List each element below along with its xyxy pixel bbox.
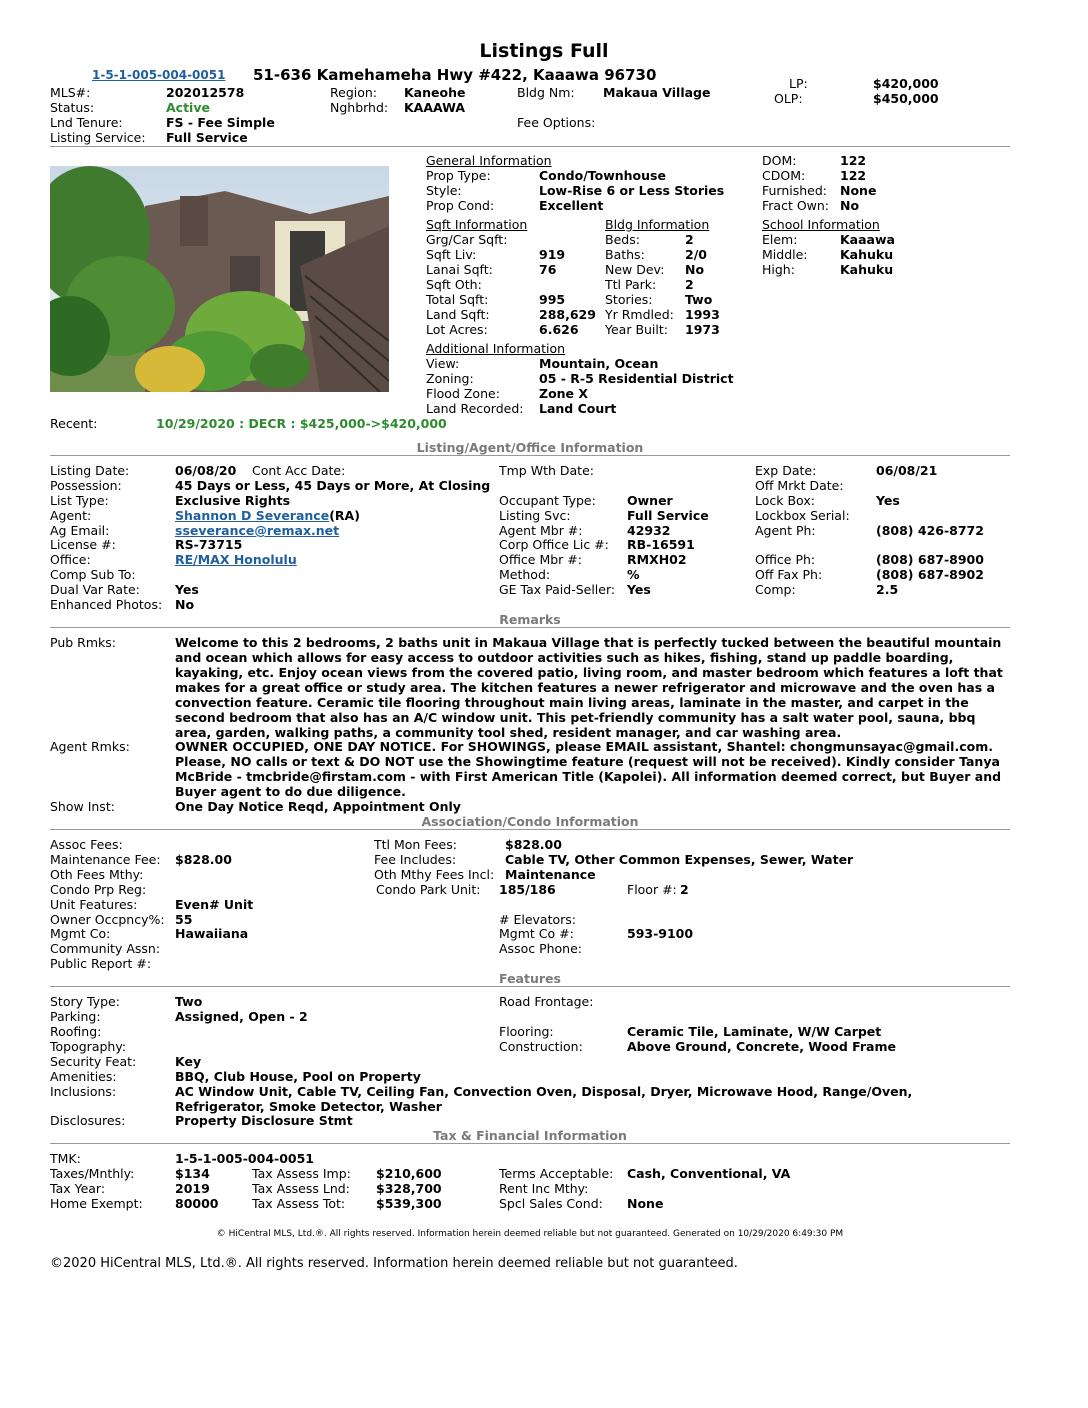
inclusions-label: Inclusions: [50,1084,117,1099]
view-value: Mountain, Ocean [539,356,659,371]
total-sqft-label: Total Sqft: [426,292,489,307]
owner-occ-value: 55 [175,912,193,927]
lockbox-label: Lock Box: [755,493,815,508]
enhanced-photos-label: Enhanced Photos: [50,597,163,612]
topography-label: Topography: [50,1039,127,1054]
tax-year-label: Tax Year: [50,1181,106,1196]
taxes-label: Taxes/Mnthly: [50,1166,135,1181]
new-dev-value: No [685,262,705,277]
exp-date-label: Exp Date: [755,463,817,478]
stories-value: Two [685,292,713,307]
flood-zone-label: Flood Zone: [426,386,500,401]
land-sqft-label: Land Sqft: [426,307,490,322]
agent-mbr-label: Agent Mbr #: [499,523,583,538]
agent-label: Agent: [50,508,92,523]
corp-lic-label: Corp Office Lic #: [499,537,609,552]
fax-value: (808) 687-8902 [876,567,984,582]
fract-value: No [840,198,860,213]
beds-value: 2 [685,232,694,247]
owner-occ-label: Owner Occpncy%: [50,912,165,927]
assess-tot-value: $539,300 [376,1196,442,1211]
agent-divider [50,455,1010,456]
nghbrhd-value: KAAAWA [404,100,466,115]
dom-value: 122 [840,153,867,168]
tmk-value: 1-5-1-005-004-0051 [175,1151,315,1166]
ttl-park-label: Ttl Park: [605,277,657,292]
additional-info-heading: Additional Information [426,341,566,356]
tmk-label: TMK: [50,1151,81,1166]
dual-rate-value: Yes [175,582,199,597]
prop-type-value: Condo/Townhouse [539,168,666,183]
pub-rmks-label: Pub Rmks: [50,635,116,650]
listing-svc-label: Listing Svc: [499,508,571,523]
flooring-label: Flooring: [499,1024,554,1039]
assoc-phone-label: Assoc Phone: [499,941,583,956]
lanai-value: 76 [539,262,557,277]
agent-value [175,508,360,523]
agent-name-link[interactable]: Shannon D Severance [175,508,330,523]
liv-value: 919 [539,247,566,262]
ttl-mon-value: $828.00 [505,837,562,852]
license-value: RS-73715 [175,537,243,552]
tenure-value: FS - Fee Simple [166,115,275,130]
style-label: Style: [426,183,462,198]
service-value: Full Service [166,130,248,145]
cdom-value: 122 [840,168,867,183]
general-info-heading: General Information [426,153,552,168]
office-mbr-value: RMXH02 [627,552,687,567]
parking-label: Parking: [50,1009,101,1024]
exp-date-value: 06/08/21 [876,463,938,478]
olp-label: OLP: [774,91,803,106]
dual-rate-label: Dual Var Rate: [50,582,140,597]
new-dev-label: New Dev: [605,262,665,277]
school-info-heading: School Information [762,217,880,232]
maint-fee-value: $828.00 [175,852,232,867]
road-frontage-label: Road Frontage: [499,994,594,1009]
fract-label: Fract Own: [762,198,830,213]
land-sqft-value: 288,629 [539,307,596,322]
listing-address: 51-636 Kamehameha Hwy #422, Kaaawa 96730 [253,66,657,84]
mgmt-co-value: Hawaiiana [175,926,249,941]
bldg-info-heading: Bldg Information [605,217,710,232]
construction-value: Above Ground, Concrete, Wood Frame [627,1039,896,1054]
yr-rmdled-value: 1993 [685,307,720,322]
tax-divider [50,1143,1010,1144]
beds-label: Beds: [605,232,640,247]
occupant-label: Occupant Type: [499,493,596,508]
occupant-value: Owner [627,493,673,508]
listing-date-label: Listing Date: [50,463,130,478]
fee-includes-value: Cable TV, Other Common Expenses, Sewer, Water [505,852,854,867]
taxes-value: $134 [175,1166,210,1181]
listing-svc-value: Full Service [627,508,709,523]
prop-type-label: Prop Type: [426,168,491,183]
lp-value: $420,000 [873,76,939,91]
list-type-value: Exclusive Rights [175,493,291,508]
header-divider [50,146,1010,147]
agent-ph-value: (808) 426-8772 [876,523,984,538]
recent-label: Recent: [50,416,98,431]
condo-prp-label: Condo Prp Reg: [50,882,147,897]
prop-cond-label: Prop Cond: [426,198,495,213]
furnished-value: None [840,183,877,198]
flooring-value: Ceramic Tile, Laminate, W/W Carpet [627,1024,882,1039]
status-badge: Active [166,100,210,115]
assess-tot-label: Tax Assess Tot: [252,1196,346,1211]
baths-value: 2/0 [685,247,707,262]
prop-cond-value: Excellent [539,198,604,213]
park-unit-label: Condo Park Unit: [376,882,481,897]
parking-value: Assigned, Open - 2 [175,1009,308,1024]
bldg-name-value: Makaua Village [603,85,711,100]
high-label: High: [762,262,795,277]
maint-fee-label: Maintenance Fee: [50,852,161,867]
office-link[interactable]: RE/MAX Honolulu [175,552,297,567]
amenities-label: Amenities: [50,1069,117,1084]
corp-lic-value: RB-16591 [627,537,695,552]
bldg-name-label: Bldg Nm: [517,85,575,100]
rent-inc-label: Rent Inc Mthy: [499,1181,589,1196]
total-sqft-value: 995 [539,292,566,307]
stories-label: Stories: [605,292,653,307]
home-exempt-value: 80000 [175,1196,219,1211]
inclusions-value: AC Window Unit, Cable TV, Ceiling Fan, Convection Oven, Disposal, Dryer, Microwave Hood, Range/Oven, Refrigerator, Smoke Detector, Washer [175,1084,913,1114]
terms-label: Terms Acceptable: [499,1166,614,1181]
year-built-value: 1973 [685,322,720,337]
footer-copyright: ©2020 HiCentral MLS, Ltd.®. All rights reserved. Information herein deemed reliable but not guaranteed. [50,1256,738,1271]
style-value: Low-Rise 6 or Less Stories [539,183,725,198]
assess-imp-label: Tax Assess Imp: [252,1166,351,1181]
year-built-label: Year Built: [605,322,668,337]
section-heading-tax: Tax & Financial Information [433,1128,627,1143]
zoning-value: 05 - R-5 Residential District [539,371,734,386]
olp-value: $450,000 [873,91,939,106]
agent-remarks: OWNER OCCUPIED, ONE DAY NOTICE. For SHOWINGS, please EMAIL assistant, Shantel: chongmunsayac@gmail.com. Please, NO calls or text & DO NOT use the Showingtime feature (request will not be received). Kindly consider Tanya McBride - tmcbride@firstam.com - with First American Title (Kapolei). All information deemed correct, but Buyer and Buyer agent to do due diligence. [175,739,1002,799]
status-label: Status: [50,100,95,115]
remarks-divider [50,627,1010,628]
ge-tax-label: GE Tax Paid-Seller: [499,582,616,597]
lanai-label: Lanai Sqft: [426,262,493,277]
yr-rmdled-label: Yr Rmdled: [605,307,674,322]
view-label: View: [426,356,460,371]
security-label: Security Feat: [50,1054,137,1069]
assess-lnd-value: $328,700 [376,1181,442,1196]
nghbrhd-label: Nghbrhd: [330,100,389,115]
fax-label: Off Fax Ph: [755,567,823,582]
lot-acres-label: Lot Acres: [426,322,488,337]
disclosures-value: Property Disclosure Stmt [175,1113,353,1128]
liv-label: Sqft Liv: [426,247,477,262]
sqft-oth-label: Sqft Oth: [426,277,482,292]
comp-sub-label: Comp Sub To: [50,567,136,582]
middle-label: Middle: [762,247,808,262]
unit-features-value: Even# Unit [175,897,254,912]
furnished-label: Furnished: [762,183,828,198]
ttl-mon-label: Ttl Mon Fees: [374,837,457,852]
mgmt-no-value: 593-9100 [627,926,694,941]
comp-label: Comp: [755,582,796,597]
cont-acc-label: Cont Acc Date: [252,463,346,478]
land-recorded-label: Land Recorded: [426,401,524,416]
mls-value: 202012578 [166,85,245,100]
tmk-link[interactable]: 1-5-1-005-004-0051 [92,68,226,82]
zoning-label: Zoning: [426,371,474,386]
dom-label: DOM: [762,153,797,168]
construction-label: Construction: [499,1039,583,1054]
disclosures-label: Disclosures: [50,1113,126,1128]
ttl-park-value: 2 [685,277,694,292]
method-value: % [627,567,640,582]
floor-label: Floor #: [627,882,677,897]
baths-label: Baths: [605,247,645,262]
ge-tax-value: Yes [627,582,651,597]
middle-value: Kahuku [840,247,894,262]
elem-label: Elem: [762,232,798,247]
terms-value: Cash, Conventional, VA [627,1166,791,1181]
park-unit-value: 185/186 [499,882,556,897]
tax-year-value: 2019 [175,1181,210,1196]
public-remarks: Welcome to this 2 bedrooms, 2 baths unit in Makaua Village that is perfectly tucked between the beautiful mountain and ocean which allows for easy access to outdoor activities such as hikes, fishing, stand up paddle boarding, kayaking, etc. Enjoy ocean views from the covered patio, living room, and master bedroom which features a loft that makes for a great office or study area. The kitchen features a newer refrigerator and microwave and the oven has a convection feature. Ceramic tile flooring throughout main living areas, laminate in the master, and carpet in the second bedroom that also has an A/C window unit. This pet-friendly community has a salt water pool, sauna, bbq area, garden, walking paths, a community tool shed, resident manager, and car washing area. [175,635,1003,740]
listing-date-value: 06/08/20 [175,463,237,478]
lp-label: LP: [789,76,808,91]
office-mbr-label: Office Mbr #: [499,552,582,567]
assoc-divider [50,829,1010,830]
floor-value: 2 [680,882,689,897]
agent-mbr-value: 42932 [627,523,671,538]
assoc-fees-label: Assoc Fees: [50,837,123,852]
elem-value: Kaaawa [840,232,895,247]
lockbox-serial-label: Lockbox Serial: [755,508,850,523]
mgmt-co-label: Mgmt Co: [50,926,111,941]
agent-ph-label: Agent Ph: [755,523,816,538]
show-inst-value: One Day Notice Reqd, Appointment Only [175,799,461,814]
tenure-label: Lnd Tenure: [50,115,123,130]
land-recorded-value: Land Court [539,401,617,416]
region-value: Kaneohe [404,85,466,100]
flood-zone-value: Zone X [539,386,589,401]
sqft-info-heading: Sqft Information [426,217,528,232]
section-heading-assoc: Association/Condo Information [421,814,639,829]
property-photo[interactable] [50,166,389,392]
section-heading-agent: Listing/Agent/Office Information [416,440,644,455]
footer-generated: © HiCentral MLS, Ltd.®. All rights reserved. Information herein deemed reliable but not guaranteed. Generated on 10/29/2020 6:49:30 PM [216,1229,844,1239]
section-heading-remarks: Remarks [499,612,561,627]
amenities-value: BBQ, Club House, Pool on Property [175,1069,421,1084]
license-label: License #: [50,537,116,552]
list-type-label: List Type: [50,493,109,508]
roofing-label: Roofing: [50,1024,102,1039]
oth-mthy-value: Maintenance [505,867,596,882]
story-type-value: Two [175,994,203,1009]
security-value: Key [175,1054,202,1069]
fee-options-label: Fee Options: [517,115,596,130]
office-ph-label: Office Ph: [755,552,816,567]
high-value: Kahuku [840,262,894,277]
fee-includes-label: Fee Includes: [374,852,457,867]
tmp-wth-label: Tmp Wth Date: [499,463,594,478]
lockbox-value: Yes [876,493,900,508]
oth-mthy-label: Oth Mthy Fees Incl: [374,867,495,882]
cdom-label: CDOM: [762,168,806,183]
recent-change: 10/29/2020 : DECR : $425,000->$420,000 [156,416,447,431]
service-label: Listing Service: [50,130,146,145]
mls-label: MLS#: [50,85,91,100]
agent-email-link[interactable]: sseverance@remax.net [175,523,340,538]
assess-imp-value: $210,600 [376,1166,442,1181]
spcl-sales-label: Spcl Sales Cond: [499,1196,603,1211]
community-assn-label: Community Assn: [50,941,161,956]
email-label: Ag Email: [50,523,110,538]
section-heading-features: Features [499,971,561,986]
possession-value: 45 Days or Less, 45 Days or More, At Closing [175,478,491,493]
enhanced-photos-value: No [175,597,195,612]
home-exempt-label: Home Exempt: [50,1196,143,1211]
show-inst-label: Show Inst: [50,799,115,814]
features-divider [50,986,1010,987]
comp-value: 2.5 [876,582,899,597]
unit-features-label: Unit Features: [50,897,138,912]
elevators-label: # Elevators: [499,912,576,927]
page-title: Listings Full [479,40,609,62]
grg-label: Grg/Car Sqft: [426,232,508,247]
agent-suffix: (RA) [329,508,360,523]
assess-lnd-label: Tax Assess Lnd: [252,1181,350,1196]
office-label: Office: [50,552,91,567]
method-label: Method: [499,567,551,582]
region-label: Region: [330,85,378,100]
story-type-label: Story Type: [50,994,120,1009]
agent-rmks-label: Agent Rmks: [50,739,130,754]
mgmt-no-label: Mgmt Co #: [499,926,574,941]
public-report-label: Public Report #: [50,956,152,971]
lot-acres-value: 6.626 [539,322,579,337]
spcl-sales-value: None [627,1196,664,1211]
off-mrkt-label: Off Mrkt Date: [755,478,844,493]
oth-fees-label: Oth Fees Mthy: [50,867,144,882]
office-ph-value: (808) 687-8900 [876,552,984,567]
possession-label: Possession: [50,478,122,493]
